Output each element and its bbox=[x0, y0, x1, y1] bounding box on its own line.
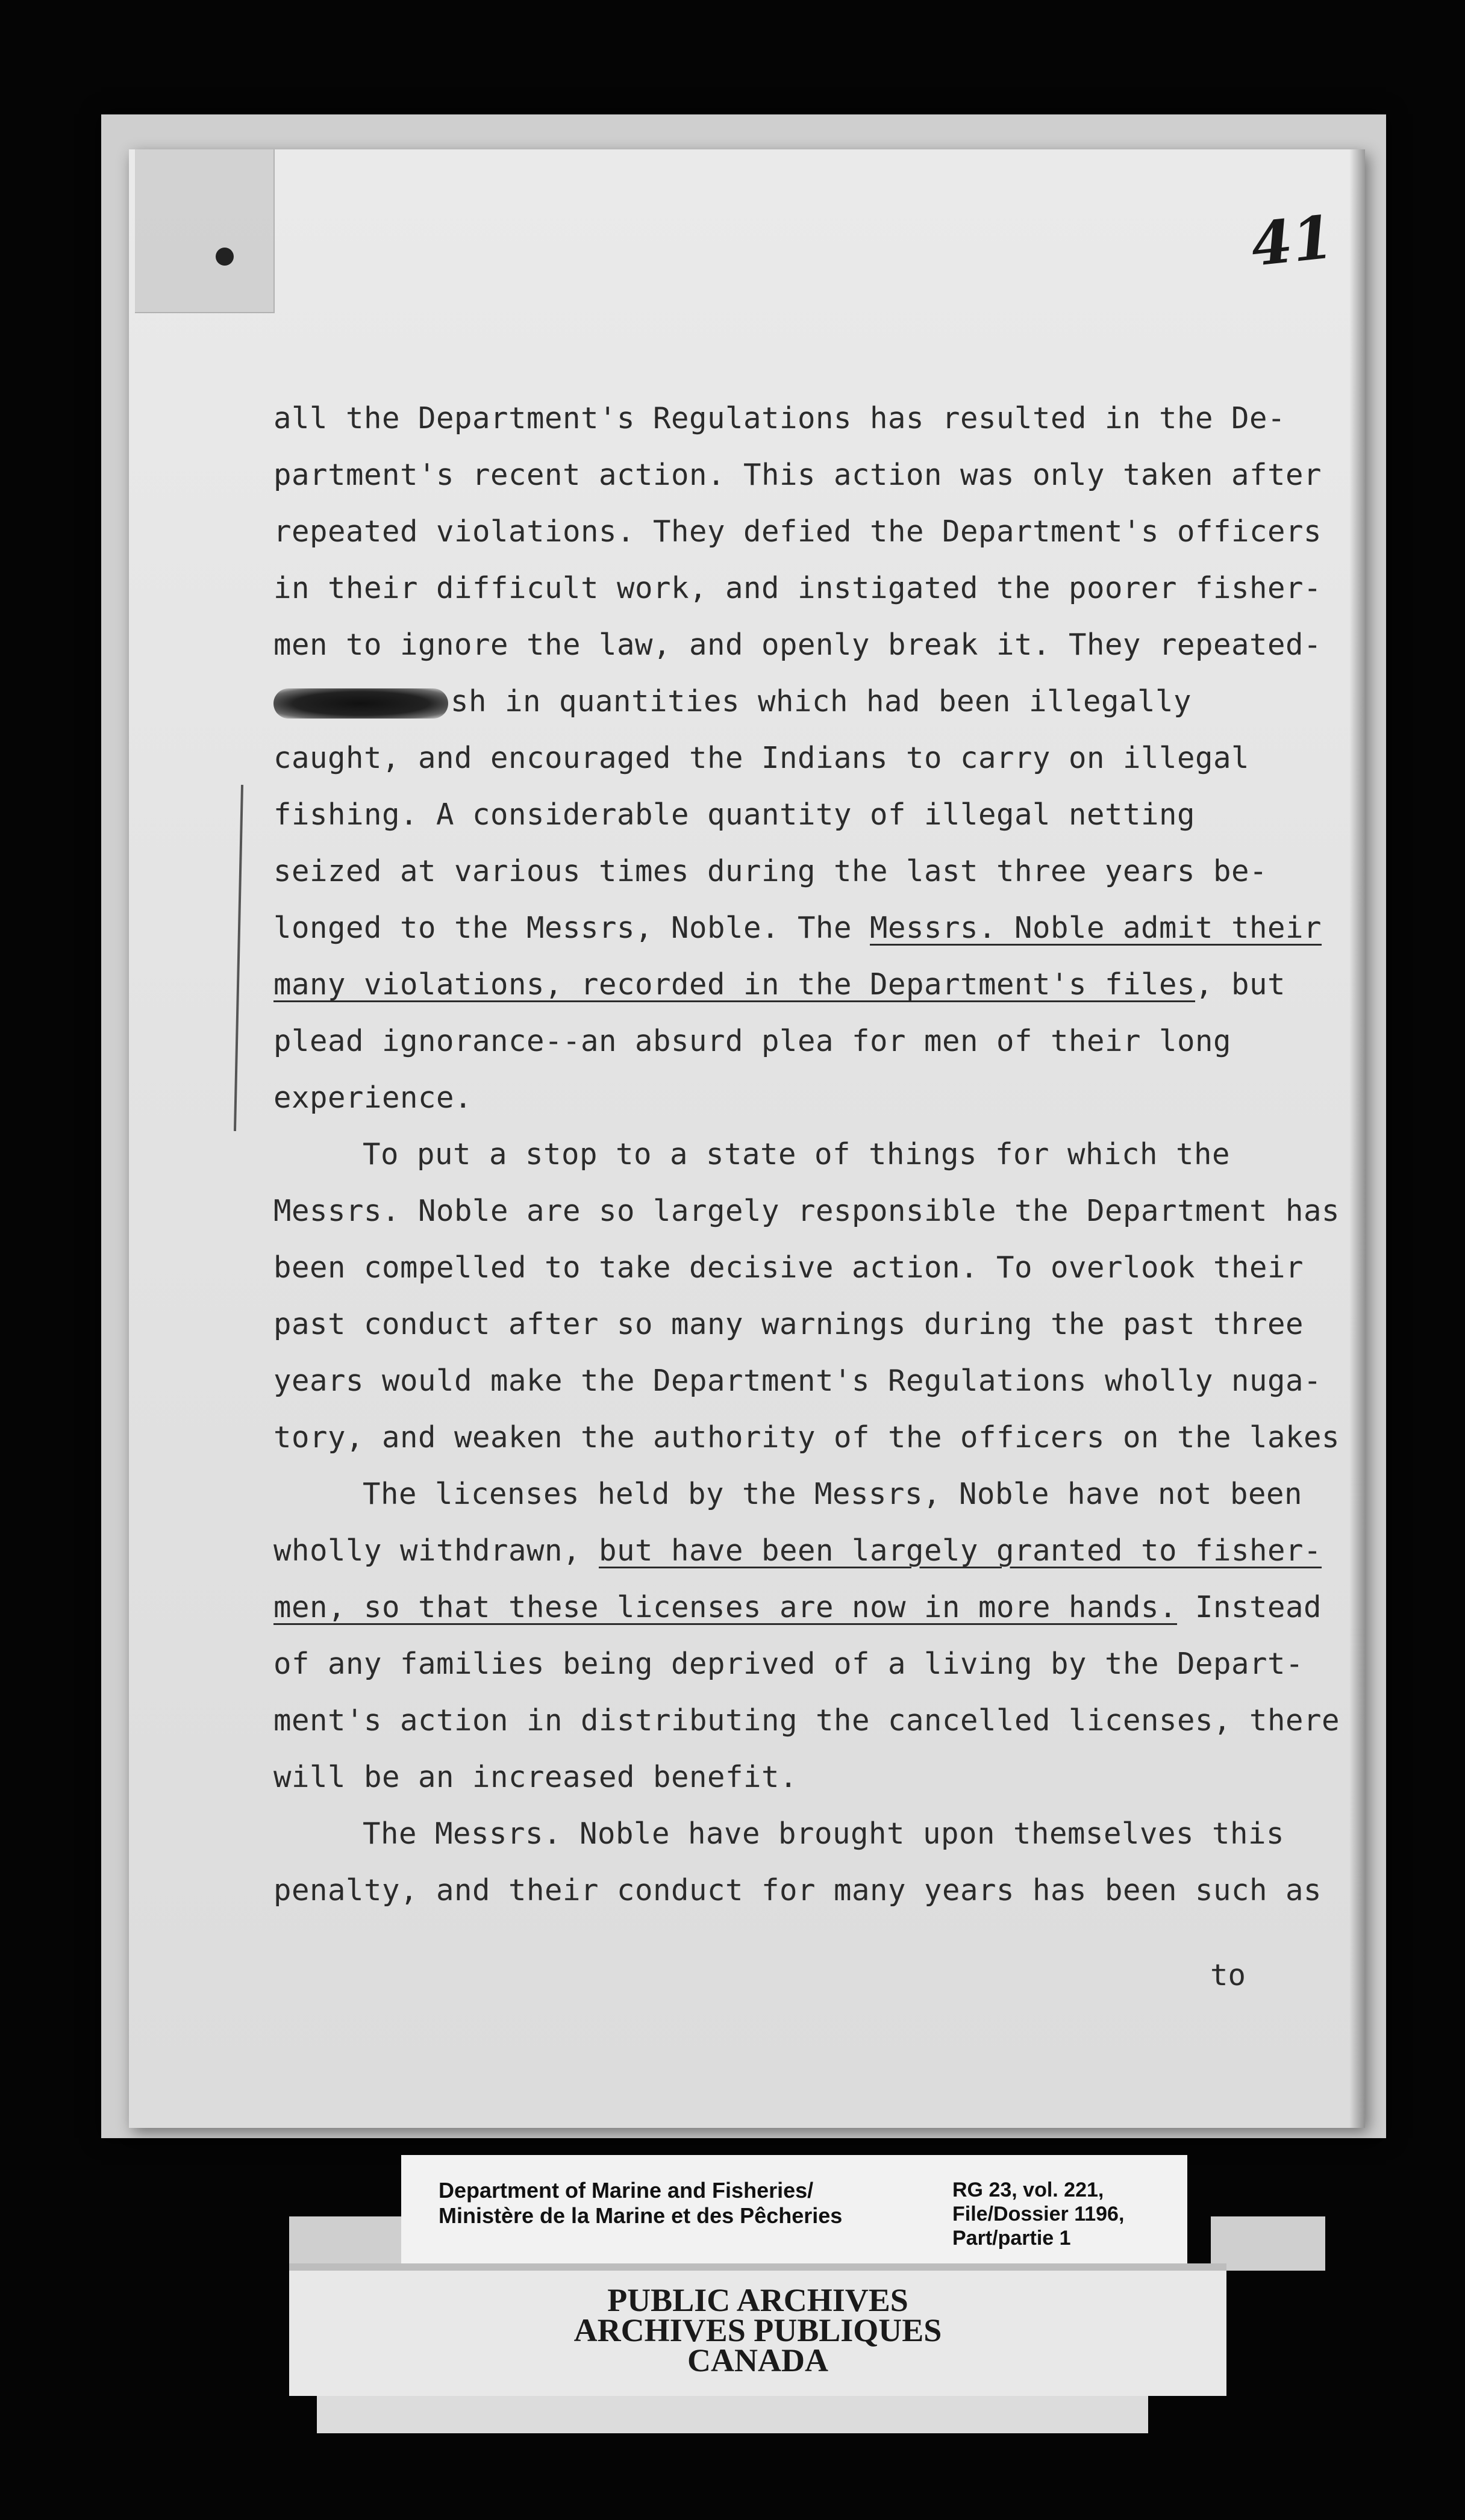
text-line: ment's action in distributing the cancelled licenses, there bbox=[273, 1703, 1340, 1738]
archive-name-fr: ARCHIVES PUBLIQUES bbox=[573, 2312, 942, 2348]
archive-name-en: PUBLIC ARCHIVES bbox=[607, 2282, 908, 2318]
label-clip-right bbox=[1211, 2216, 1325, 2271]
department-name bbox=[439, 2178, 842, 2228]
record-group-reference bbox=[952, 2178, 1124, 2250]
text-line: men to ignore the law, and openly break it. They repeated- bbox=[273, 628, 1322, 662]
text-line: plead ignorance--an absurd plea for men of their long bbox=[273, 1024, 1232, 1058]
text-line bbox=[273, 673, 1442, 730]
redaction-mark bbox=[273, 688, 448, 719]
text-fragment: sh in quantities which had been illegally bbox=[451, 684, 1192, 719]
text-line: of any families being deprived of a living by the Depart- bbox=[273, 1647, 1304, 1681]
text-line: To put a stop to a state of things for which the bbox=[363, 1137, 1231, 1171]
text-line: will be an increased benefit. bbox=[273, 1760, 798, 1794]
text-line bbox=[273, 1523, 1442, 1579]
catchword: to bbox=[1210, 1958, 1246, 1992]
label-strip bbox=[317, 2396, 1148, 2433]
underlined-text: many violations, recorded in the Department's files bbox=[273, 967, 1196, 1002]
archive-reference-label bbox=[401, 2155, 1187, 2263]
text-line: The Messrs. Noble have brought upon themselves this bbox=[363, 1817, 1285, 1851]
margin-mark bbox=[234, 785, 243, 1131]
text-line bbox=[273, 900, 1442, 956]
text-line: Messrs. Noble are so largely responsible the Department has bbox=[273, 1194, 1340, 1228]
text-line: penalty, and their conduct for many years has been such as bbox=[273, 1873, 1322, 1907]
text-line: repeated violations. They defied the Department's officers bbox=[273, 514, 1322, 549]
text-line: in their difficult work, and instigated the poorer fisher- bbox=[273, 571, 1322, 605]
department-fr: Ministère de la Marine et des Pêcheries bbox=[439, 2203, 843, 2228]
text-line: caught, and encouraged the Indians to carry on illegal bbox=[273, 741, 1250, 775]
text-line: all the Department's Regulations has resulted in the De- bbox=[273, 401, 1286, 435]
underlined-text: Messrs. Noble admit their bbox=[870, 911, 1322, 945]
text-line: been compelled to take decisive action. To overlook their bbox=[273, 1250, 1304, 1285]
archive-name bbox=[289, 2282, 1226, 2378]
handwritten-page-number: 41 bbox=[1248, 202, 1337, 280]
typed-page bbox=[129, 149, 1365, 2128]
text-line: The licenses held by the Messrs, Noble have not been bbox=[363, 1477, 1303, 1511]
text-line: fishing. A considerable quantity of illegal netting bbox=[273, 797, 1196, 832]
underlined-text: men, so that these licenses are now in more hands. bbox=[273, 1590, 1178, 1624]
punch-hole bbox=[216, 248, 234, 266]
text-line: past conduct after so many warnings during the past three bbox=[273, 1307, 1304, 1341]
text-line bbox=[273, 956, 1442, 1013]
rg-volume: RG 23, vol. 221, bbox=[952, 2178, 1104, 2201]
text-fragment: wholly withdrawn, bbox=[273, 1533, 599, 1568]
text-fragment: Instead bbox=[1177, 1590, 1322, 1624]
text-fragment: longed to the Messrs, Noble. The bbox=[273, 911, 870, 945]
corner-tab bbox=[135, 149, 275, 313]
text-line bbox=[273, 1579, 1442, 1636]
label-clip-left bbox=[289, 2216, 404, 2271]
text-line: years would make the Department's Regulations wholly nuga- bbox=[273, 1364, 1322, 1398]
text-fragment: , but bbox=[1195, 967, 1286, 1002]
archive-stamp-label bbox=[289, 2263, 1226, 2396]
text-line: tory, and weaken the authority of the officers on the lakes bbox=[273, 1420, 1340, 1455]
rg-file: File/Dossier 1196, bbox=[952, 2203, 1125, 2225]
text-line: partment's recent action. This action was only taken after bbox=[273, 458, 1322, 492]
typed-text bbox=[273, 390, 1442, 1919]
archive-country: CANADA bbox=[687, 2342, 828, 2378]
underlined-text: but have been largely granted to fisher- bbox=[599, 1533, 1322, 1568]
department-en: Department of Marine and Fisheries/ bbox=[439, 2178, 814, 2203]
rg-part: Part/partie 1 bbox=[952, 2227, 1071, 2250]
text-line: experience. bbox=[273, 1081, 473, 1115]
text-line: seized at various times during the last three years be- bbox=[273, 854, 1268, 888]
